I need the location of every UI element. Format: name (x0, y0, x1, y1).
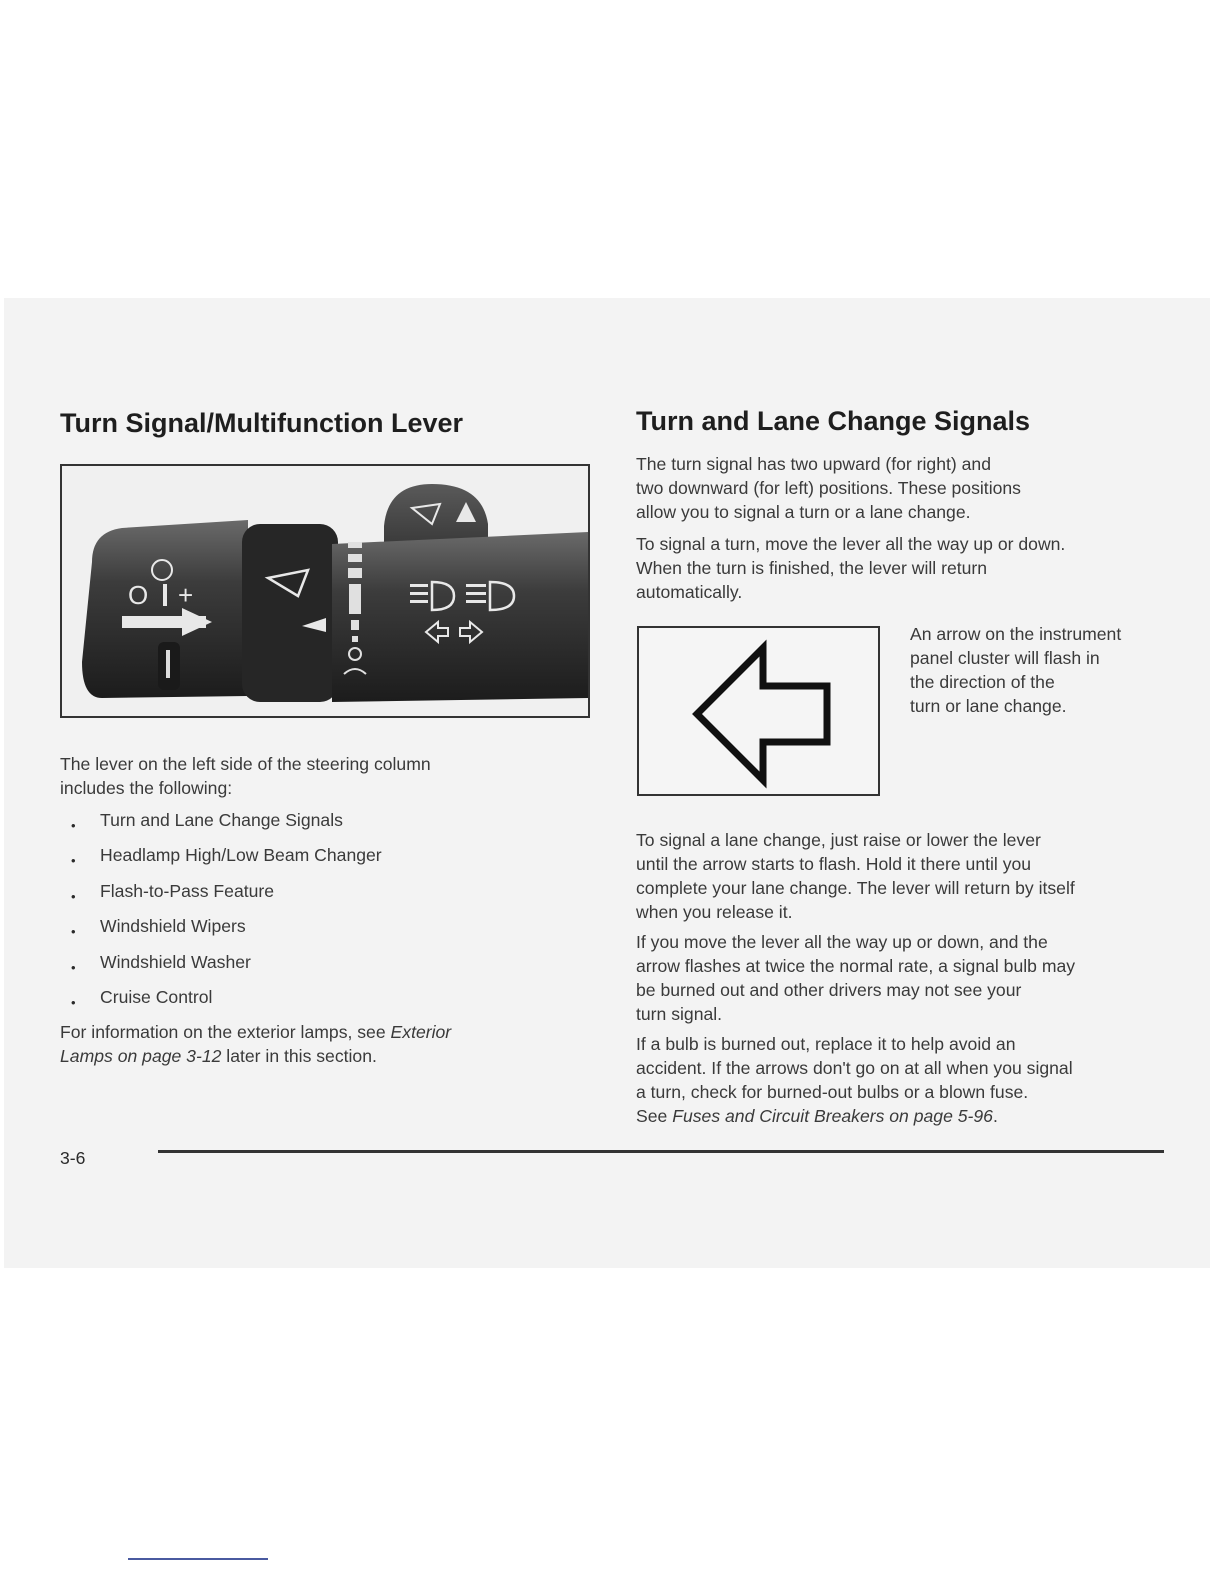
signals-heading: Turn and Lane Change Signals (636, 406, 1031, 436)
list-item: • Turn and Lane Change Signals (71, 810, 343, 833)
signals-paragraph-5: If a bulb is burned out, replace it to help avoid an accident. If the arrows don't go on at all when you signal a turn, check for burned-out bulbs or a blown fuse. See Fuses and Circuit Breakers on page 5-96. (636, 1034, 1073, 1126)
list-item: • Windshield Wipers (71, 916, 246, 940)
list-item: • Flash-to-Pass Feature (71, 880, 275, 904)
signals-paragraph-2: To signal a turn, move the lever all the way up or down. When the turn is finished, the lever will return automatically. (636, 534, 1066, 602)
arrow-caption: An arrow on the instrument panel cluster will flash in the direction of the turn or lane change. (910, 624, 1122, 716)
lever-heading: Turn Signal/Multifunction Lever (60, 408, 463, 438)
list-item: • Cruise Control (71, 986, 213, 1010)
svg-text:+: + (178, 580, 194, 610)
list-item: • Headlamp High/Low Beam Changer (71, 845, 382, 869)
list-item: • Windshield Washer (71, 951, 251, 975)
left-arrow-icon (639, 628, 878, 794)
lever-illustration (62, 466, 588, 716)
signals-paragraph-4: If you move the lever all the way up or down, and the arrow flashes at twice the normal rate, a signal bulb may be burned out and other drivers may not see your turn signal. (636, 932, 1076, 1024)
signals-paragraph-3: To signal a lane change, just raise or lower the lever until the arrow starts to flash. Hold it there until you complete your lane change. The lever will return by itself when you release it. (636, 830, 1075, 922)
underline-mark (128, 1558, 268, 1560)
intro-text: The lever on the left side of the steering column includes the following: (60, 754, 431, 798)
exterior-lamps-link[interactable]: Exterior (390, 1022, 452, 1042)
turn-arrow-figure (637, 626, 880, 796)
page-number: 3-6 (60, 1148, 86, 1168)
exterior-lamps-reference: For information on the exterior lamps, see Exterior Lamps on page 3-12 later in this section. (60, 1022, 452, 1066)
fuses-link[interactable]: Fuses and Circuit Breakers on page 5-96 (672, 1106, 993, 1126)
svg-text:O: O (128, 580, 149, 610)
signals-paragraph-1: The turn signal has two upward (for right) and two downward (for left) positions. These positions allow you to signal a turn or a lane change. (636, 454, 1021, 522)
feature-list (58, 806, 382, 1018)
multifunction-lever-figure (60, 464, 590, 718)
exterior-lamps-page-link[interactable]: Lamps on page 3-12 (60, 1046, 222, 1066)
footer-rule (158, 1150, 1164, 1153)
